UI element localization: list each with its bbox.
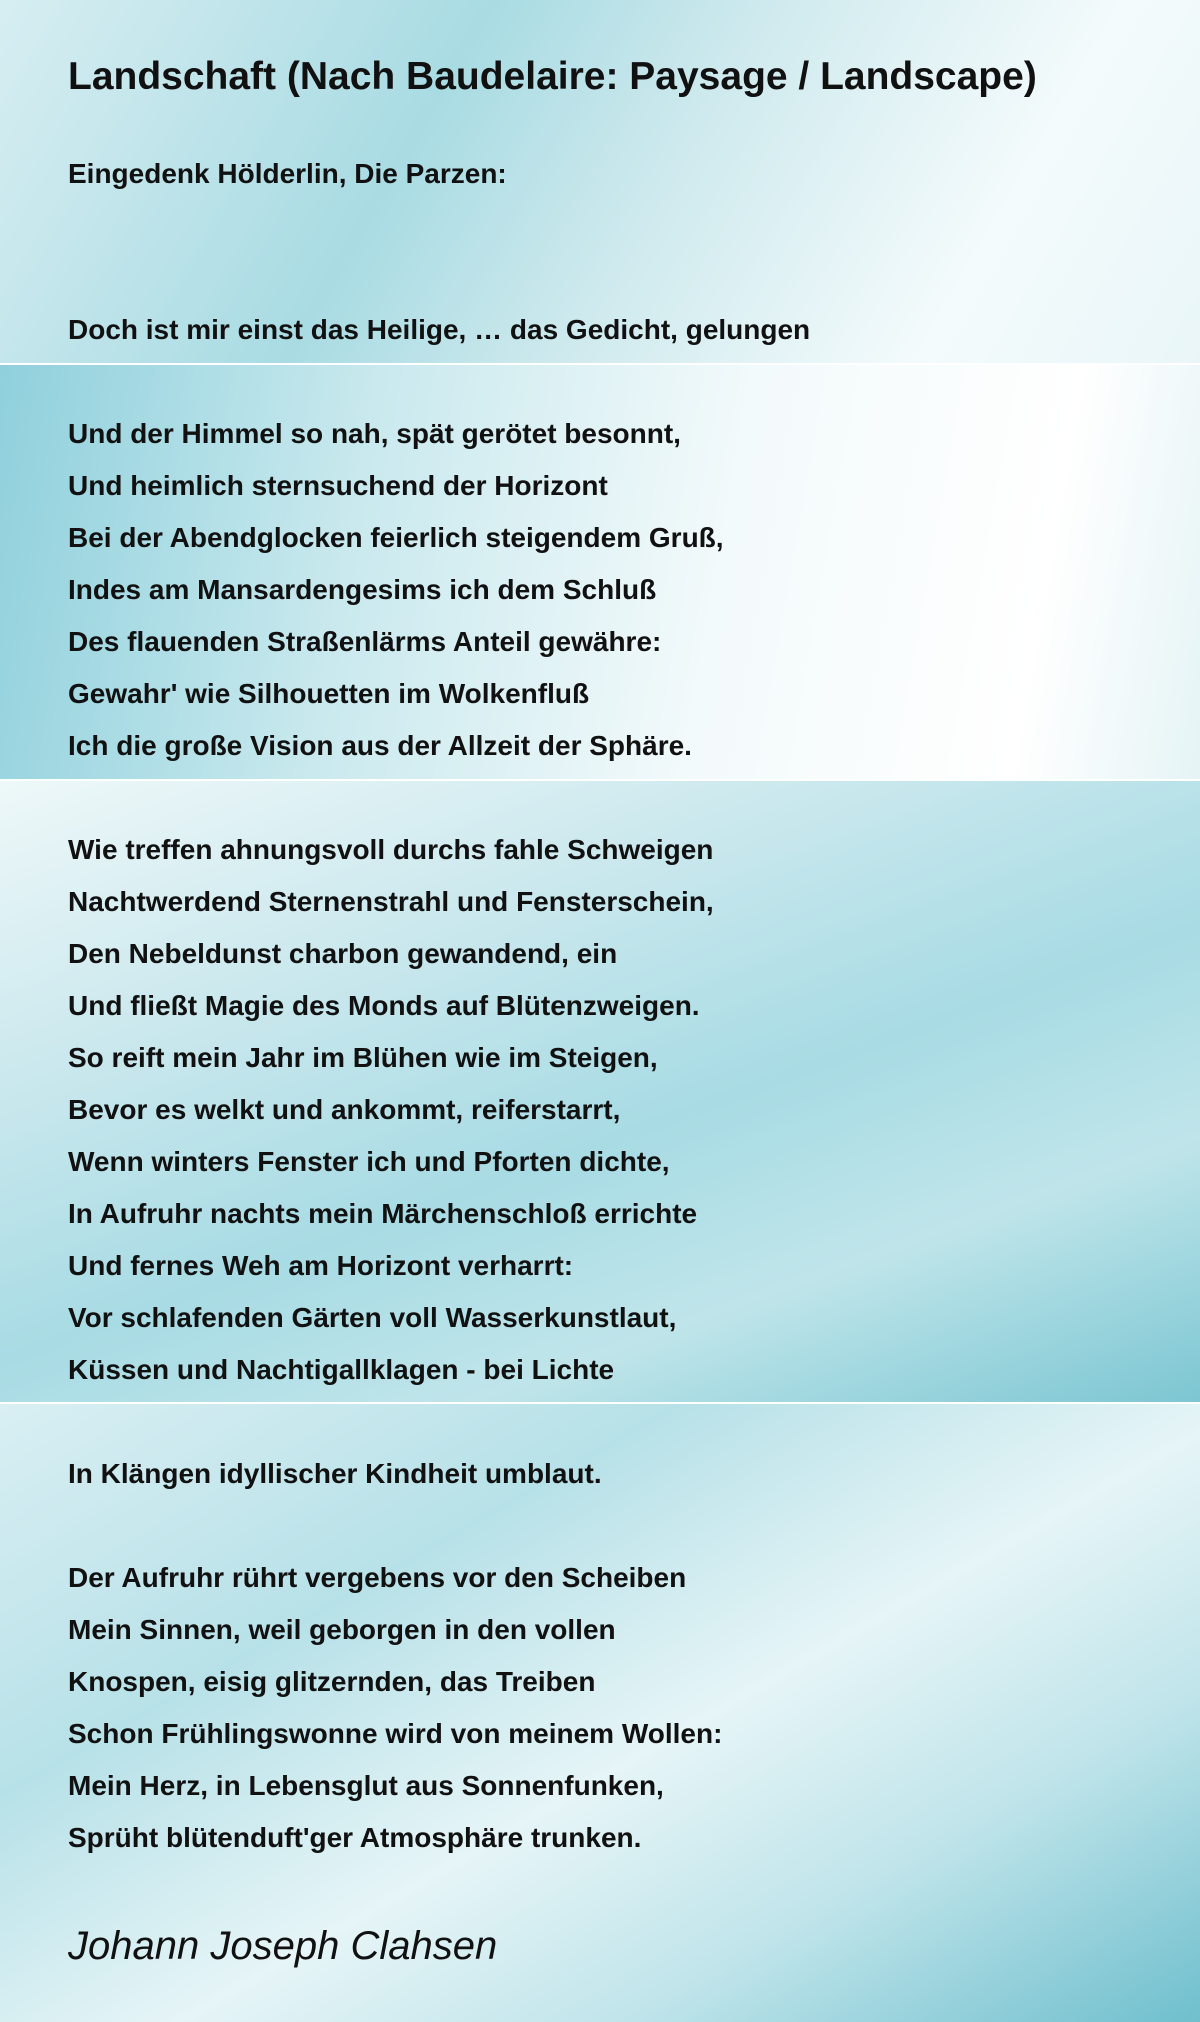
panel-divider — [0, 363, 1200, 365]
poem-line: Und heimlich sternsuchend der Horizont — [68, 470, 608, 501]
poem-title: Landschaft (Nach Baudelaire: Paysage / Landscape) — [68, 55, 1037, 98]
poem-line: Sprüht blütenduft'ger Atmosphäre trunken. — [68, 1822, 642, 1853]
poem-line: Und fernes Weh am Horizont verharrt: — [68, 1250, 574, 1281]
poem-line: Doch ist mir einst das Heilige, … das Gedicht, gelungen — [68, 314, 811, 345]
poem-line: Vor schlafenden Gärten voll Wasserkunstlaut, — [68, 1302, 677, 1333]
poem-line: Gewahr' wie Silhouetten im Wolkenfluß — [68, 678, 590, 709]
poem-line: Küssen und Nachtigallklagen - bei Lichte — [68, 1354, 615, 1385]
poem-line: Ich die große Vision aus der Allzeit der Sphäre. — [68, 730, 692, 761]
poem-line: Wie treffen ahnungsvoll durchs fahle Schweigen — [68, 834, 714, 865]
poem-dedication: Eingedenk Hölderlin, Die Parzen: — [68, 158, 507, 189]
poem-line: Nachtwerdend Sternenstrahl und Fensterschein, — [68, 886, 714, 917]
poem-author: Johann Joseph Clahsen — [68, 1924, 498, 1968]
poem-line: Bevor es welkt und ankommt, reiferstarrt, — [68, 1094, 621, 1125]
poem-line: Wenn winters Fenster ich und Pforten dichte, — [68, 1146, 670, 1177]
poem-line: Mein Sinnen, weil geborgen in den vollen — [68, 1614, 616, 1645]
poem-line: Knospen, eisig glitzernden, das Treiben — [68, 1666, 596, 1697]
poem-line: Des flauenden Straßenlärms Anteil gewähre: — [68, 626, 662, 657]
poem-line: Den Nebeldunst charbon gewandend, ein — [68, 938, 618, 969]
poem-line: Der Aufruhr rührt vergebens vor den Scheiben — [68, 1562, 687, 1593]
poem-line: So reift mein Jahr im Blühen wie im Steigen, — [68, 1042, 658, 1073]
poem-line: In Klängen idyllischer Kindheit umblaut. — [68, 1458, 602, 1489]
panel-divider — [0, 1402, 1200, 1404]
poem-line: Und fließt Magie des Monds auf Blütenzweigen. — [68, 990, 700, 1021]
poem-line: Mein Herz, in Lebensglut aus Sonnenfunken, — [68, 1770, 664, 1801]
panel-divider — [0, 779, 1200, 781]
poem-line: Schon Frühlingswonne wird von meinem Wollen: — [68, 1718, 723, 1749]
poem-line: In Aufruhr nachts mein Märchenschloß errichte — [68, 1198, 698, 1229]
poem-line: Bei der Abendglocken feierlich steigendem Gruß, — [68, 522, 724, 553]
poem-line: Indes am Mansardengesims ich dem Schluß — [68, 574, 657, 605]
poem-line: Und der Himmel so nah, spät gerötet besonnt, — [68, 418, 681, 449]
